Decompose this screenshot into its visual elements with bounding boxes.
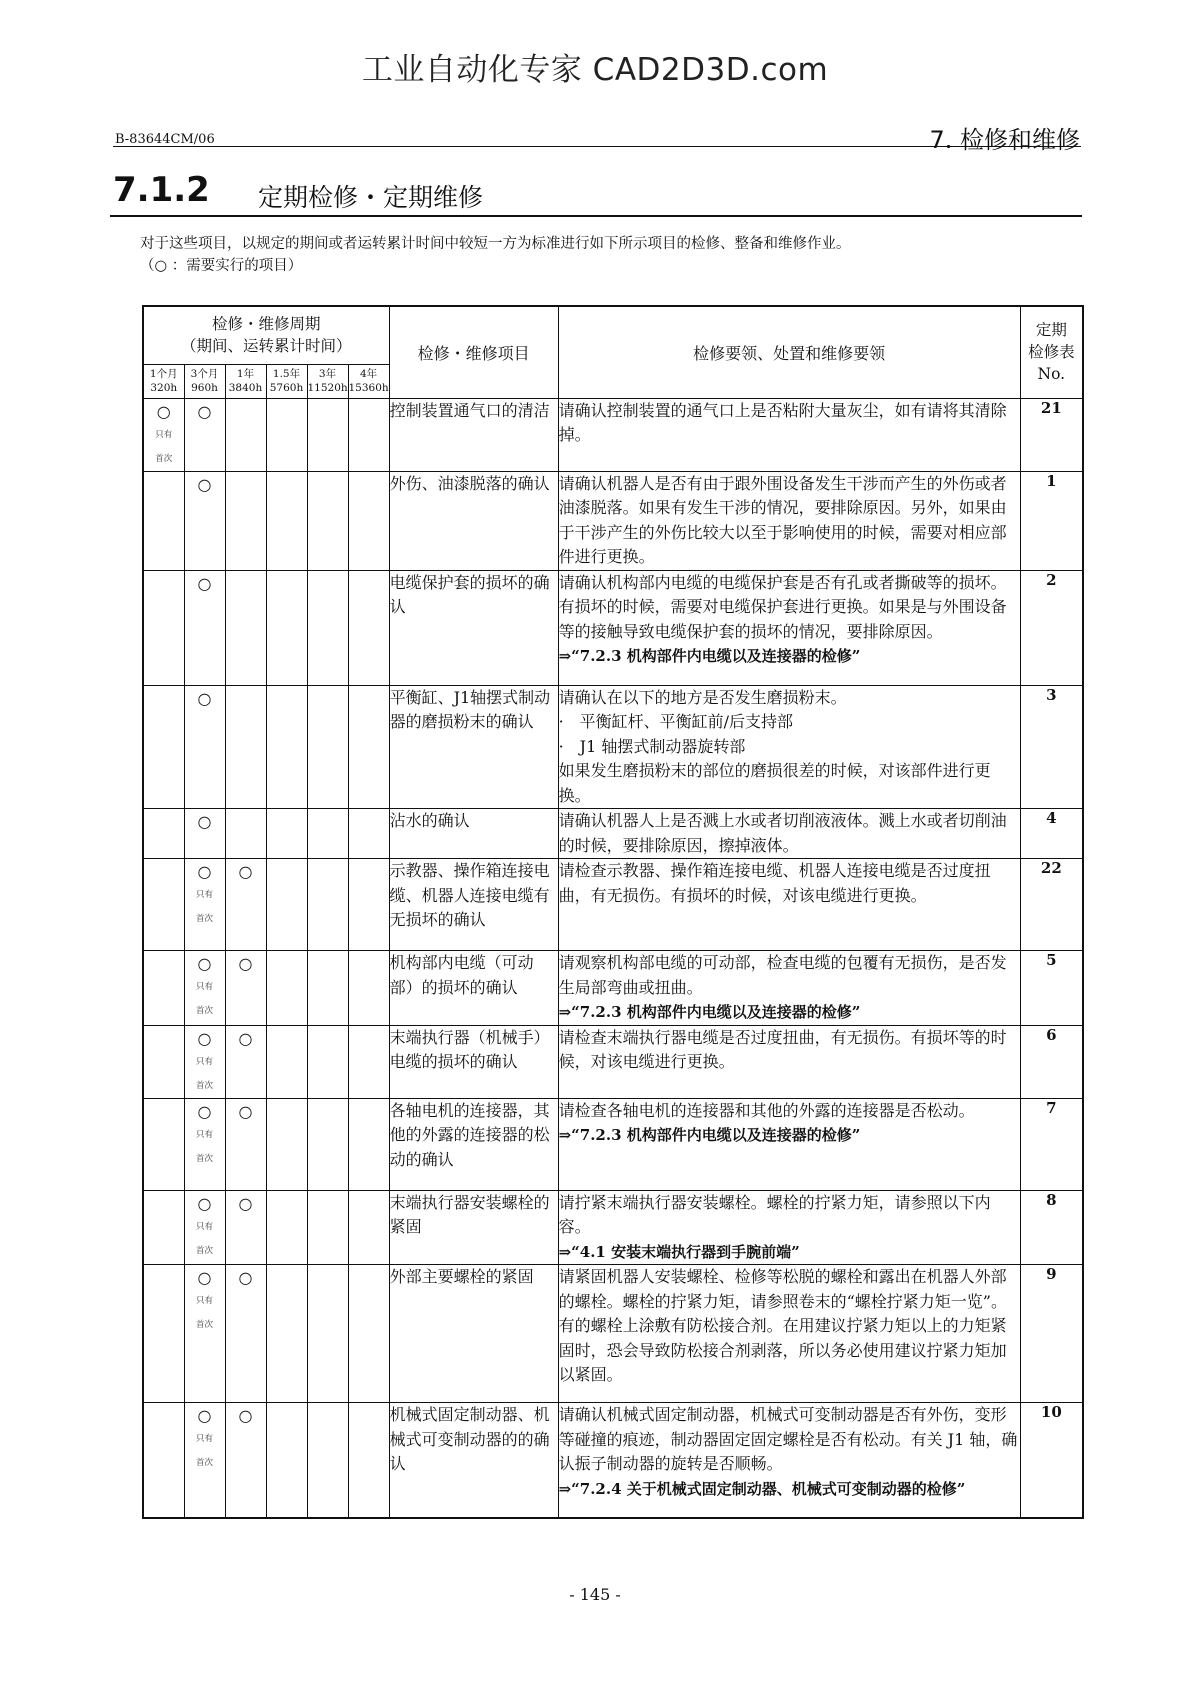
section-divider — [110, 215, 1082, 217]
first-time-only-note: 首次 — [195, 1320, 213, 1330]
period-hours: 3840h — [228, 382, 263, 394]
item-cell: 机械式固定制动器、机械式可变制动器的的确认 — [389, 1403, 558, 1518]
period-cell — [348, 1190, 389, 1265]
period-hours: 5760h — [269, 382, 304, 394]
period-cell — [143, 398, 184, 471]
table-row — [143, 1098, 1083, 1190]
first-time-only-note: 只有 — [195, 1296, 213, 1306]
item-header: 检修・维修项目 — [389, 306, 558, 398]
intro-line-1: 对于这些项目，以规定的期间或者运转累计时间中较短一方为标准进行如下所示项目的检修、整备和维修作业。 — [140, 236, 851, 252]
method-cell — [558, 951, 1020, 1026]
method-cell — [558, 398, 1020, 471]
checklist-no-cell: 1 — [1020, 471, 1083, 570]
period-cell — [348, 951, 389, 1026]
first-time-only-note: 只有 — [195, 1129, 213, 1140]
period-cell — [307, 809, 348, 859]
period-cell — [348, 1098, 389, 1190]
method-text: 请紧固机器人安装螺栓、检修等松脱的螺栓和露出在机器人外部的螺栓。螺栓的拧紧力矩，请参照卷末的“螺栓拧紧力矩一览”。 — [558, 1267, 1007, 1311]
period-cell — [225, 1025, 266, 1098]
period-cell — [225, 685, 266, 809]
period-cell — [307, 570, 348, 685]
period-cell — [348, 1265, 389, 1403]
period-cell — [348, 809, 389, 859]
required-mark: ○ — [238, 1101, 253, 1121]
table-row — [143, 809, 1083, 859]
period-cell — [307, 1265, 348, 1403]
period-cell — [266, 1025, 307, 1098]
period-cell — [266, 1190, 307, 1265]
period-cell — [225, 809, 266, 859]
period-hours: 960h — [191, 382, 218, 394]
no-header-line-2: 检修表 — [1028, 343, 1075, 362]
period-cell — [225, 1190, 266, 1265]
checklist-no-cell: 21 — [1020, 398, 1083, 471]
section-title: 定期检修・定期维修 — [258, 183, 484, 212]
period-cell — [266, 951, 307, 1026]
period-cell — [225, 1098, 266, 1190]
period-cell — [348, 1403, 389, 1518]
period-cell — [184, 1025, 225, 1098]
required-mark: ○ — [197, 688, 212, 708]
period-cell — [266, 685, 307, 809]
period-cell — [225, 471, 266, 570]
period-cell — [184, 1265, 225, 1403]
method-text: 请观察机构部电缆的可动部，检查电缆的包覆有无损伤，是否发生局部弯曲或扭曲。 — [558, 953, 1007, 997]
period-cell — [225, 1265, 266, 1403]
checklist-no-cell: 5 — [1020, 951, 1083, 1026]
period-header-line-1: 检修・维修周期 — [212, 315, 321, 334]
required-mark: ○ — [197, 401, 212, 421]
period-label: 1.5年 — [272, 368, 301, 380]
first-time-only-note: 首次 — [195, 1153, 213, 1164]
period-cell — [143, 570, 184, 685]
method-text: 请检查各轴电机的连接器和其他的外露的连接器是否松动。 — [558, 1100, 975, 1120]
period-cell — [184, 570, 225, 685]
method-text: 请确认机器人上是否溅上水或者切削液液体。溅上水或者切削油的时候，要排除原因，擦掉液体。 — [558, 811, 1007, 855]
table-row — [143, 398, 1083, 471]
method-cell — [558, 859, 1020, 951]
required-mark: ○ — [197, 1193, 212, 1213]
required-mark: ○ — [197, 1028, 212, 1048]
method-cell — [558, 570, 1020, 685]
method-cell — [558, 1403, 1020, 1518]
period-cell — [266, 570, 307, 685]
period-cell — [348, 398, 389, 471]
method-text: 请确认在以下的地方是否发生磨损粉末。 — [558, 687, 847, 707]
period-header — [143, 306, 389, 364]
method-cell — [558, 471, 1020, 570]
period-cell — [307, 951, 348, 1026]
reference-link: ⇒“4.1 安装末端执行器到手腕前端” — [558, 1242, 800, 1261]
period-cell — [143, 471, 184, 570]
checklist-no-cell: 10 — [1020, 1403, 1083, 1518]
first-time-only-note: 首次 — [195, 1080, 213, 1091]
required-mark: ○ — [197, 474, 212, 494]
chapter-title: 7. 检修和维修 — [929, 126, 1080, 154]
period-cell — [348, 570, 389, 685]
period-cell — [266, 398, 307, 471]
first-time-only-note: 只有 — [195, 890, 213, 900]
period-hours: 320h — [150, 382, 178, 394]
period-label: 1个月 — [149, 368, 178, 380]
period-col-header — [225, 364, 266, 398]
period-cell — [307, 1403, 348, 1518]
intro-line-2: （○ ：需要实行的项目） — [140, 258, 303, 274]
method-cell — [558, 685, 1020, 809]
period-cell — [184, 471, 225, 570]
period-cell — [184, 951, 225, 1026]
page-number: - 145 - — [569, 1585, 621, 1604]
period-label: 1年 — [236, 368, 255, 380]
required-mark: ○ — [156, 401, 171, 421]
item-cell: 示教器、操作箱连接电缆、机器人连接电缆有无损坏的确认 — [389, 859, 558, 951]
required-mark: ○ — [197, 1101, 212, 1121]
period-cell — [225, 859, 266, 951]
checklist-no-cell: 8 — [1020, 1190, 1083, 1265]
item-cell: 外伤、油漆脱落的确认 — [389, 471, 558, 570]
period-col-header — [307, 364, 348, 398]
table-body — [143, 398, 1083, 1518]
period-cell — [307, 859, 348, 951]
table-row — [143, 570, 1083, 685]
period-cell — [266, 471, 307, 570]
method-cell — [558, 1265, 1020, 1403]
required-mark: ○ — [197, 862, 212, 881]
no-header-line-3: No. — [1037, 365, 1066, 384]
period-cell — [143, 809, 184, 859]
period-cell — [143, 1025, 184, 1098]
first-time-only-note: 只有 — [195, 1221, 213, 1232]
method-text: 如果发生磨损粉末的部位的磨损很差的时候，对该部件进行更换。 — [558, 761, 991, 805]
period-cell — [348, 685, 389, 809]
period-label: 3个月 — [190, 368, 219, 380]
period-cell — [143, 685, 184, 809]
method-text: 有的螺栓上涂敷有防松接合剂。在用建议拧紧力矩以上的力矩紧固时，恐会导致防松接合剂剥落，所以务必使用建议拧紧力矩加以紧固。 — [558, 1316, 1007, 1384]
period-cell — [143, 1403, 184, 1518]
first-time-only-note: 首次 — [195, 1458, 213, 1468]
period-cell — [225, 1403, 266, 1518]
item-cell: 控制装置通气口的清洁 — [389, 398, 558, 471]
table-row — [143, 1025, 1083, 1098]
method-cell — [558, 1098, 1020, 1190]
period-col-header — [266, 364, 307, 398]
period-cell — [143, 1190, 184, 1265]
item-cell: 平衡缸、J1轴摆式制动器的磨损粉末的确认 — [389, 685, 558, 809]
period-cell — [184, 1098, 225, 1190]
period-cell — [307, 1098, 348, 1190]
first-time-only-note: 首次 — [155, 453, 173, 464]
period-cell — [143, 1098, 184, 1190]
period-cell — [184, 1190, 225, 1265]
first-time-only-note: 首次 — [195, 1006, 213, 1016]
intro-text — [140, 233, 1070, 277]
method-cell — [558, 809, 1020, 859]
checklist-no-header — [1020, 306, 1083, 398]
period-cell — [307, 471, 348, 570]
required-mark: ○ — [238, 1268, 253, 1287]
first-time-only-note: 首次 — [195, 914, 213, 924]
required-mark: ○ — [238, 954, 253, 973]
period-cell — [184, 398, 225, 471]
required-mark: ○ — [197, 1406, 212, 1425]
checklist-no-cell: 9 — [1020, 1265, 1083, 1403]
required-mark: ○ — [197, 812, 212, 831]
period-cell — [225, 570, 266, 685]
period-cell — [266, 859, 307, 951]
item-cell: 末端执行器安装螺栓的紧固 — [389, 1190, 558, 1265]
item-cell: 机构部内电缆（可动部）的损坏的确认 — [389, 951, 558, 1026]
method-text: 请检查末端执行器电缆是否过度扭曲，有无损伤。有损坏等的时候，对该电缆进行更换。 — [558, 1027, 1007, 1071]
reference-link: ⇒“7.2.3 机构部件内电缆以及连接器的检修” — [558, 647, 861, 665]
method-cell — [558, 1190, 1020, 1265]
checklist-no-cell: 6 — [1020, 1025, 1083, 1098]
period-cell — [348, 859, 389, 951]
reference-link: ⇒“7.2.3 机构部件内电缆以及连接器的检修” — [558, 1003, 861, 1021]
period-cell — [184, 809, 225, 859]
item-cell: 外部主要螺栓的紧固 — [389, 1265, 558, 1403]
maintenance-table — [142, 305, 1084, 1519]
table-row — [143, 1190, 1083, 1265]
checklist-no-cell: 22 — [1020, 859, 1083, 951]
period-cell — [143, 1265, 184, 1403]
method-cell — [558, 1025, 1020, 1098]
required-mark: ○ — [197, 954, 212, 973]
table-row — [143, 1403, 1083, 1518]
period-cell — [307, 1190, 348, 1265]
method-bullet: · J1 轴摆式制动器旋转部 — [558, 736, 746, 756]
required-mark: ○ — [238, 1193, 253, 1213]
required-mark: ○ — [238, 862, 253, 881]
period-label: 3年 — [318, 368, 337, 380]
table-row — [143, 859, 1083, 951]
watermark: 工业自动化专家 CAD2D3D.com — [361, 52, 829, 88]
reference-link: ⇒“7.2.3 机构部件内电缆以及连接器的检修” — [558, 1126, 861, 1144]
doc-code: B-83644CM/06 — [115, 132, 215, 147]
period-cell — [266, 809, 307, 859]
method-text: 请确认机械式固定制动器，机械式可变制动器是否有外伤，变形等碰撞的痕迹，制动器固定固定螺栓是否有松动。有关 J1 轴，确认振子制动器的旋转是否顺畅。 — [558, 1405, 1018, 1473]
period-cell — [184, 859, 225, 951]
period-col-header — [184, 364, 225, 398]
first-time-only-note: 首次 — [195, 1245, 213, 1256]
period-cell — [307, 1025, 348, 1098]
no-header-line-1: 定期 — [1035, 321, 1067, 340]
section-number: 7.1.2 — [113, 170, 210, 210]
table-row — [143, 1265, 1083, 1403]
period-cell — [307, 398, 348, 471]
table-row — [143, 471, 1083, 570]
first-time-only-note: 只有 — [195, 1434, 213, 1444]
period-label: 4年 — [359, 368, 378, 380]
period-cell — [348, 1025, 389, 1098]
header-divider — [113, 146, 1081, 147]
method-header: 检修要领、处置和维修要领 — [558, 306, 1020, 398]
required-mark: ○ — [197, 1268, 212, 1287]
first-time-only-note: 只有 — [155, 429, 173, 440]
first-time-only-note: 只有 — [195, 1056, 213, 1067]
method-bullet: · 平衡缸杆、平衡缸前/后支持部 — [558, 712, 794, 731]
period-cell — [266, 1265, 307, 1403]
table-row — [143, 951, 1083, 1026]
period-cell — [266, 1403, 307, 1518]
item-cell: 末端执行器（机械手）电缆的损坏的确认 — [389, 1025, 558, 1098]
period-cell — [348, 471, 389, 570]
period-col-header — [348, 364, 389, 398]
checklist-no-cell: 2 — [1020, 570, 1083, 685]
period-cell — [143, 951, 184, 1026]
method-text: 请拧紧末端执行器安装螺栓。螺栓的拧紧力矩，请参照以下内容。 — [558, 1192, 991, 1236]
period-hours: 11520h — [307, 382, 348, 394]
item-cell: 电缆保护套的损坏的确认 — [389, 570, 558, 685]
period-col-header — [143, 364, 184, 398]
method-text: 请检查示教器、操作箱连接电缆、机器人连接电缆是否过度扭曲，有无损伤。有损坏的时候，对该电缆进行更换。 — [558, 861, 991, 905]
table-row — [143, 685, 1083, 809]
reference-link: ⇒“7.2.4 关于机械式固定制动器、机械式可变制动器的检修” — [558, 1479, 966, 1498]
period-cell — [184, 685, 225, 809]
method-text: 请确认控制装置的通气口上是否粘附大量灰尘，如有请将其清除掉。 — [558, 400, 1007, 444]
method-text: 请确认机器人是否有由于跟外围设备发生干涉而产生的外伤或者油漆脱落。如果有发生干涉的情况，要排除原因。另外，如果由于干涉产生的外伤比较大以至于影响使用的时候，需要对相应部件进行更换。 — [558, 473, 1007, 566]
checklist-no-cell: 3 — [1020, 685, 1083, 809]
period-cell — [266, 1098, 307, 1190]
checklist-no-cell: 7 — [1020, 1098, 1083, 1190]
period-cell — [225, 951, 266, 1026]
checklist-no-cell: 4 — [1020, 809, 1083, 859]
first-time-only-note: 只有 — [195, 982, 213, 992]
period-cell — [307, 685, 348, 809]
period-hours: 15360h — [348, 382, 389, 394]
period-cell — [184, 1403, 225, 1518]
item-cell: 各轴电机的连接器，其他的外露的连接器的松动的确认 — [389, 1098, 558, 1190]
required-mark: ○ — [238, 1028, 253, 1048]
required-mark: ○ — [197, 573, 212, 593]
period-cell — [225, 398, 266, 471]
period-cell — [143, 859, 184, 951]
required-mark: ○ — [238, 1406, 253, 1425]
method-text: 请确认机构部内电缆的电缆保护套是否有孔或者撕破等的损坏。有损坏的时候，需要对电缆保护套进行更换。如果是与外围设备等的接触导致电缆保护套的损坏的情况，要排除原因。 — [558, 572, 1007, 641]
item-cell: 沾水的确认 — [389, 809, 558, 859]
period-header-line-2: （期间、运转累计时间） — [181, 337, 352, 356]
